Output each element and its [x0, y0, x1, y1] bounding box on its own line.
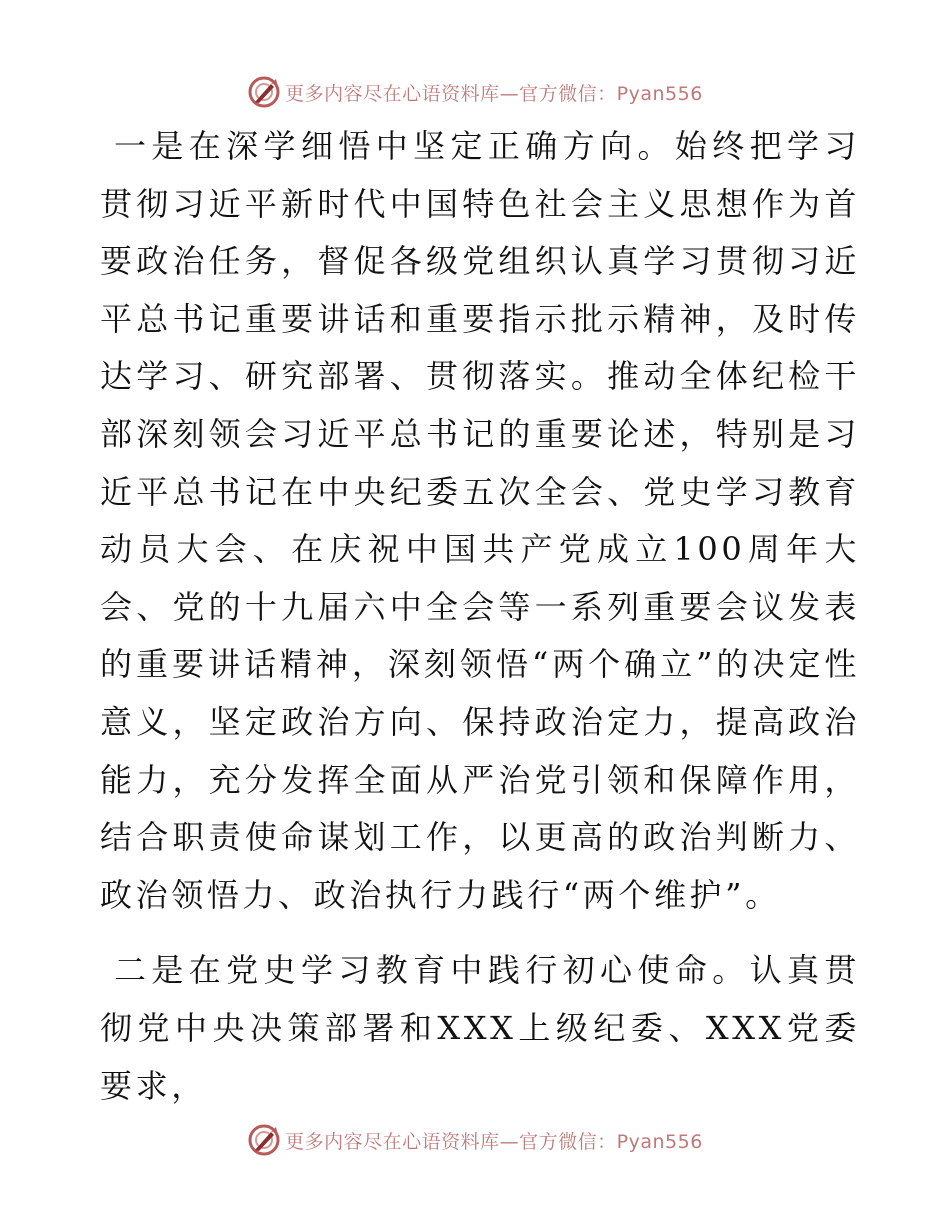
header-watermark: [0, 72, 950, 112]
paragraph-party-history: 二是在党史学习教育中践行初心使命。认真贯彻党中央决策部署和XXX上级纪委、XXX党委要求，: [100, 951, 860, 1105]
paragraph-direction: 一是在深学细悟中坚定正确方向。始终把学习贯彻习近平新时代中国特色社会主义思想作为首要政治任务，督促各级党组织认真学习贯彻习近平总书记重要讲话和重要指示批示精神，及时传达学习、研究部署、贯彻落实。推动全体纪检干部深刻领会习近平总书记的重要论述，特别是习近平总书记在中央纪委五次全会、党史学习教育动员大会、在庆祝中国共产党成立100周年大会、党的十九届六中全会等一系列重要会议发表的重要讲话精神，深刻领悟“两个确立”的决定性意义，坚定政治方向、保持政治定力，提高政治能力，充分发挥全面从严治党引领和保障作用，结合职责使命谋划工作，以更高的政治判断力、政治领悟力、政治执行力践行“两个维护”。: [100, 127, 860, 914]
document-body: [100, 118, 860, 1115]
quill-logo-icon: [247, 75, 281, 109]
watermark-text: 更多内容尽在心语资料库—官方微信：Pyan556: [285, 1130, 703, 1153]
quill-logo-icon: [247, 1123, 281, 1157]
watermark-text: 更多内容尽在心语资料库—官方微信：Pyan556: [285, 82, 703, 105]
footer-watermark: [0, 1120, 950, 1160]
